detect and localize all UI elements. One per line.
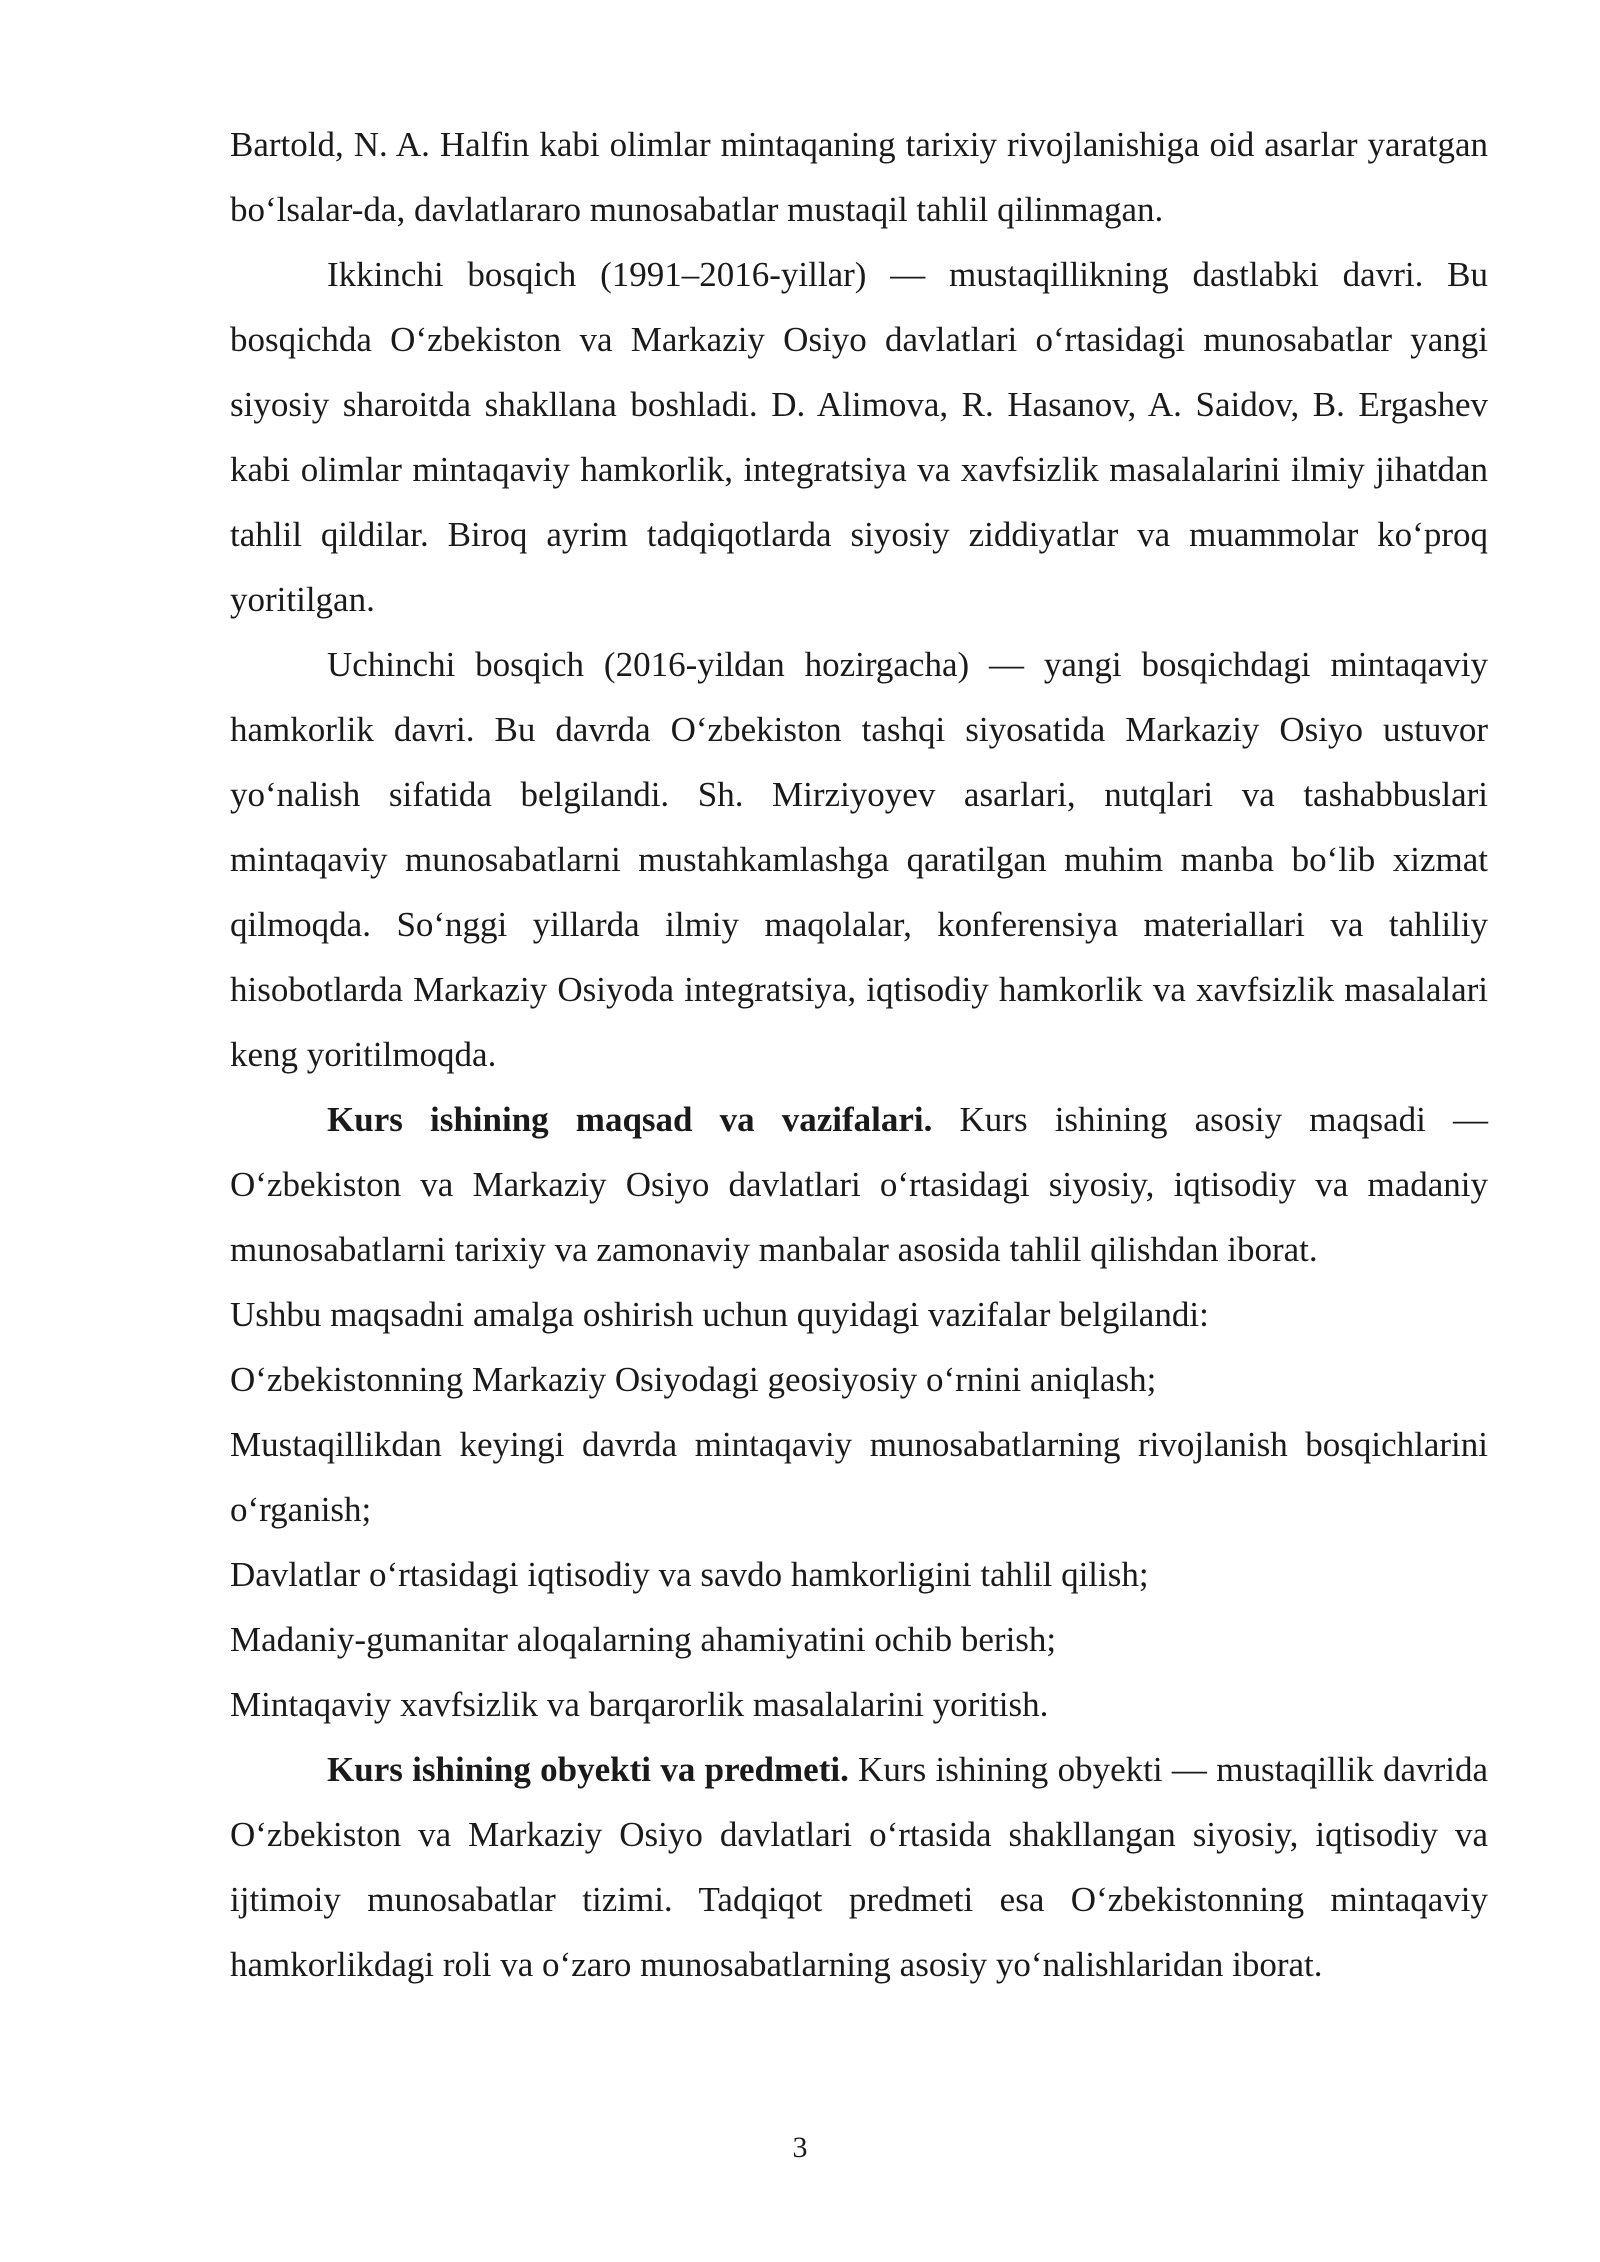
task-item: [230, 1412, 1488, 1542]
task-item: [230, 1672, 1488, 1737]
paragraph-continuation: [230, 112, 1488, 242]
paragraph-text: Bartold, N. A. Halfin kabi olimlar mintaqaning tarixiy rivojlanishiga oid asarlar yaratgan boʻlsalar-da, davlatlararo munosabatlar mustaqil tahlil qilinmagan.: [230, 125, 1488, 229]
task-item: [230, 1607, 1488, 1672]
task-text: Mintaqaviy xavfsizlik va barqarorlik masalalarini yoritish.: [230, 1685, 1049, 1724]
paragraph-tasks-intro: [230, 1282, 1488, 1347]
paragraph-text: Ikkinchi bosqich (1991–2016-yillar) — mustaqillikning dastlabki davri. Bu bosqichda Oʻzbekiston va Markaziy Osiyo davlatlari oʻrtasidagi munosabatlar yangi siyosiy sharoitda shakllana boshladi. D. Alimova, R. Hasanov, A. Saidov, B. Ergashev kabi olimlar mintaqaviy hamkorlik, integratsiya va xavfsizlik masalalarini ilmiy jihatdan tahlil qildilar. Biroq ayrim tadqiqotlarda siyosiy ziddiyatlar va muammolar koʻproq yoritilgan.: [230, 255, 1488, 619]
paragraph-lead-goals: Kurs ishining maqsad va vazifalari.: [327, 1100, 933, 1139]
document-body: [230, 112, 1488, 1997]
paragraph-lead-object: Kurs ishining obyekti va predmeti.: [327, 1750, 849, 1789]
paragraph-text: Kurs ishining asosiy maqsadi — Oʻzbekiston va Markaziy Osiyo davlatlari oʻrtasidagi siyosiy, iqtisodiy va madaniy munosabatlarni tarixiy va zamonaviy manbalar asosida tahlil qilishdan iborat.: [230, 1100, 1488, 1269]
task-item: [230, 1542, 1488, 1607]
task-text: Mustaqillikdan keyingi davrda mintaqaviy munosabatlarning rivojlanish bosqichlarini oʻrganish;: [230, 1425, 1488, 1529]
paragraph-object-subject: [230, 1737, 1488, 1997]
task-text: Davlatlar oʻrtasidagi iqtisodiy va savdo hamkorligini tahlil qilish;: [230, 1555, 1149, 1594]
task-item: [230, 1347, 1488, 1412]
paragraph-goals: [230, 1087, 1488, 1282]
task-text: Oʻzbekistonning Markaziy Osiyodagi geosiyosiy oʻrnini aniqlash;: [230, 1360, 1157, 1399]
task-text: Madaniy-gumanitar aloqalarning ahamiyatini ochib berish;: [230, 1620, 1057, 1659]
paragraph-text: Kurs ishining obyekti — mustaqillik davrida Oʻzbekiston va Markaziy Osiyo davlatlari oʻrtasida shakllangan siyosiy, iqtisodiy va ijtimoiy munosabatlar tizimi. Tadqiqot predmeti esa Oʻzbekistonning mintaqaviy hamkorlikdagi roli va oʻzaro munosabatlarning asosiy yoʻnalishlaridan iborat.: [230, 1750, 1488, 1984]
paragraph-third-stage: [230, 632, 1488, 1087]
paragraph-text: Uchinchi bosqich (2016-yildan hozirgacha) — yangi bosqichdagi mintaqaviy hamkorlik davri. Bu davrda Oʻzbekiston tashqi siyosatida Markaziy Osiyo ustuvor yoʻnalish sifatida belgilandi. Sh. Mirziyoyev asarlari, nutqlari va tashabbuslari mintaqaviy munosabatlarni mustahkamlashga qaratilgan muhim manba boʻlib xizmat qilmoqda. Soʻnggi yillarda ilmiy maqolalar, konferensiya materiallari va tahliliy hisobotlarda Markaziy Osiyoda integratsiya, iqtisodiy hamkorlik va xavfsizlik masalalari keng yoritilmoqda.: [230, 645, 1488, 1074]
paragraph-second-stage: [230, 242, 1488, 632]
paragraph-text: Ushbu maqsadni amalga oshirish uchun quyidagi vazifalar belgilandi:: [230, 1295, 1209, 1334]
page-number: 3: [792, 2131, 808, 2164]
